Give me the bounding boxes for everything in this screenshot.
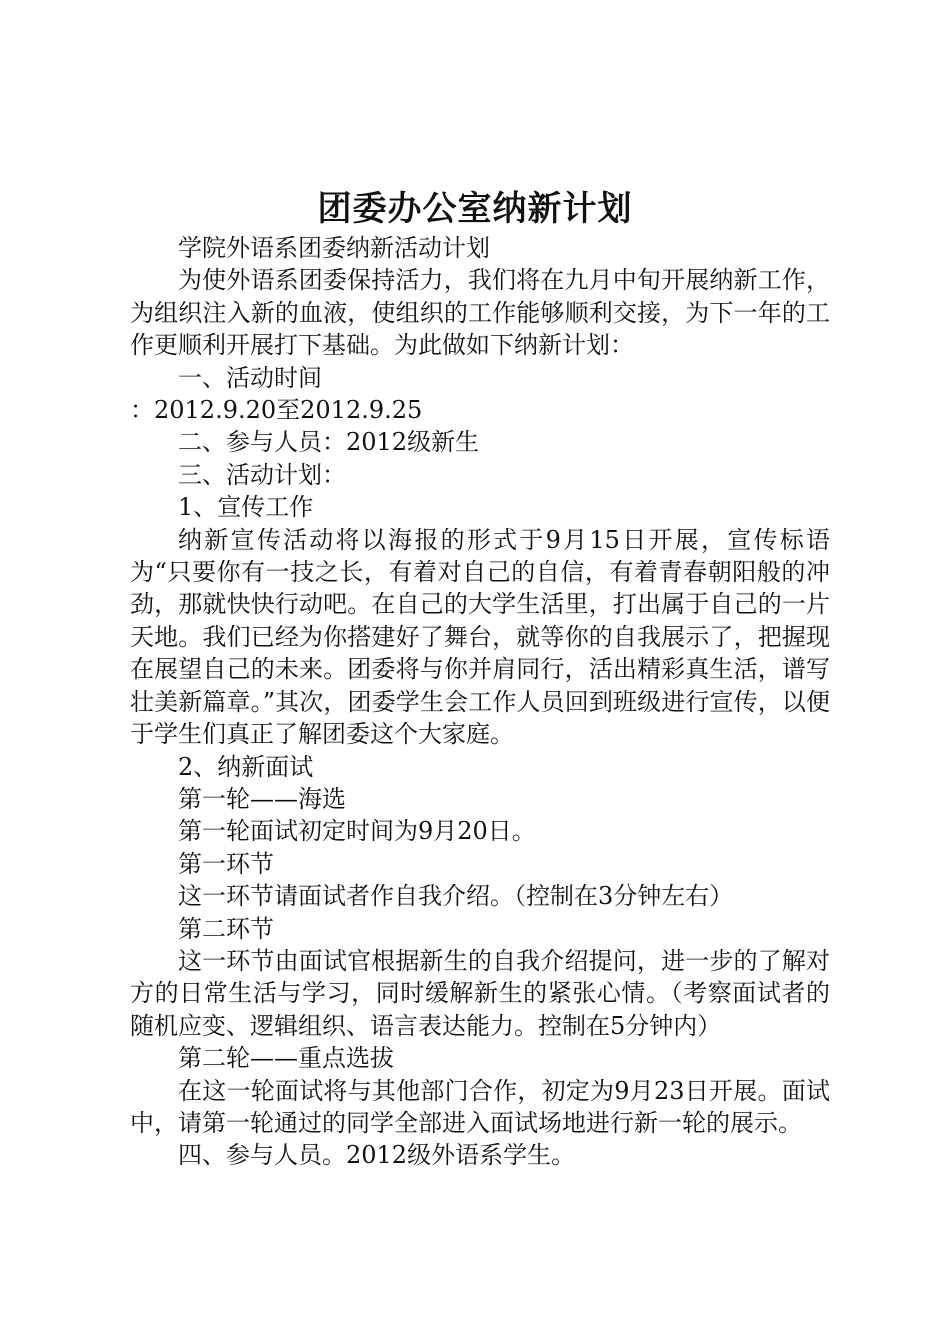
paragraph-intro: 为使外语系团委保持活力，我们将在九月中旬开展纳新工作，为组织注入新的血液，使组织的工作能够顺利交接，为下一年的工作更顺利开展打下基础。为此做如下纳新计划： xyxy=(130,266,830,360)
heading-round-one: 第一轮——海选 xyxy=(178,784,346,813)
heading-activity-plan: 三、活动计划： xyxy=(178,460,346,489)
heading-publicity: 1、宣传工作 xyxy=(178,493,314,522)
document-body xyxy=(130,232,830,1172)
paragraph-subtitle: 学院外语系团委纳新活动计划 xyxy=(178,234,490,262)
paragraph-stage-two: 这一环节由面试官根据新生的自我介绍提问，进一步的了解对方的日常生活与学习，同时缓解新生的紧张心情。（考察面试者的随机应变、逻辑组织、语言表达能力。控制在5分钟内） xyxy=(130,946,830,1040)
paragraph-stage-one: 这一环节请面试者作自我介绍。（控制在3分钟左右） xyxy=(178,882,734,911)
document-title: 团委办公室纳新计划 xyxy=(317,189,633,229)
heading-stage-two: 第二环节 xyxy=(178,914,274,943)
heading-round-two: 第二轮——重点选拔 xyxy=(178,1044,394,1073)
heading-participants: 二、参与人员：2012级新生 xyxy=(178,428,480,457)
paragraph-publicity: 纳新宣传活动将以海报的形式于9月15日开展，宣传标语为“只要你有一技之长，有着对自己的自信，有着青春朝阳般的冲劲，那就快快行动吧。在自己的大学生活里，打出属于自己的一片天地。我们已经为你搭建好了舞台，就等你的自我展示了，把握现在展望自己的未来。团委将与你并肩同行，活出精彩真生活，谱写壮美新篇章。”其次，团委学生会工作人员回到班级进行宣传，以便于学生们真正了解团委这个大家庭。 xyxy=(130,525,830,749)
paragraph-round-one-date: 第一轮面试初定时间为9月20日。 xyxy=(178,817,536,846)
heading-interview: 2、纳新面试 xyxy=(178,752,314,781)
heading-activity-time: 一、活动时间 xyxy=(178,363,322,392)
paragraph-activity-dates: ：2012.9.20至2012.9.25 xyxy=(130,396,423,425)
paragraph-round-two: 在这一轮面试将与其他部门合作，初定为9月23日开展。面试中，请第一轮通过的同学全部进入面试场地进行新一轮的展示。 xyxy=(130,1076,830,1137)
paragraph-participants-final: 四、参与人员。2012级外语系学生。 xyxy=(178,1141,576,1170)
heading-stage-one: 第一环节 xyxy=(178,849,274,878)
